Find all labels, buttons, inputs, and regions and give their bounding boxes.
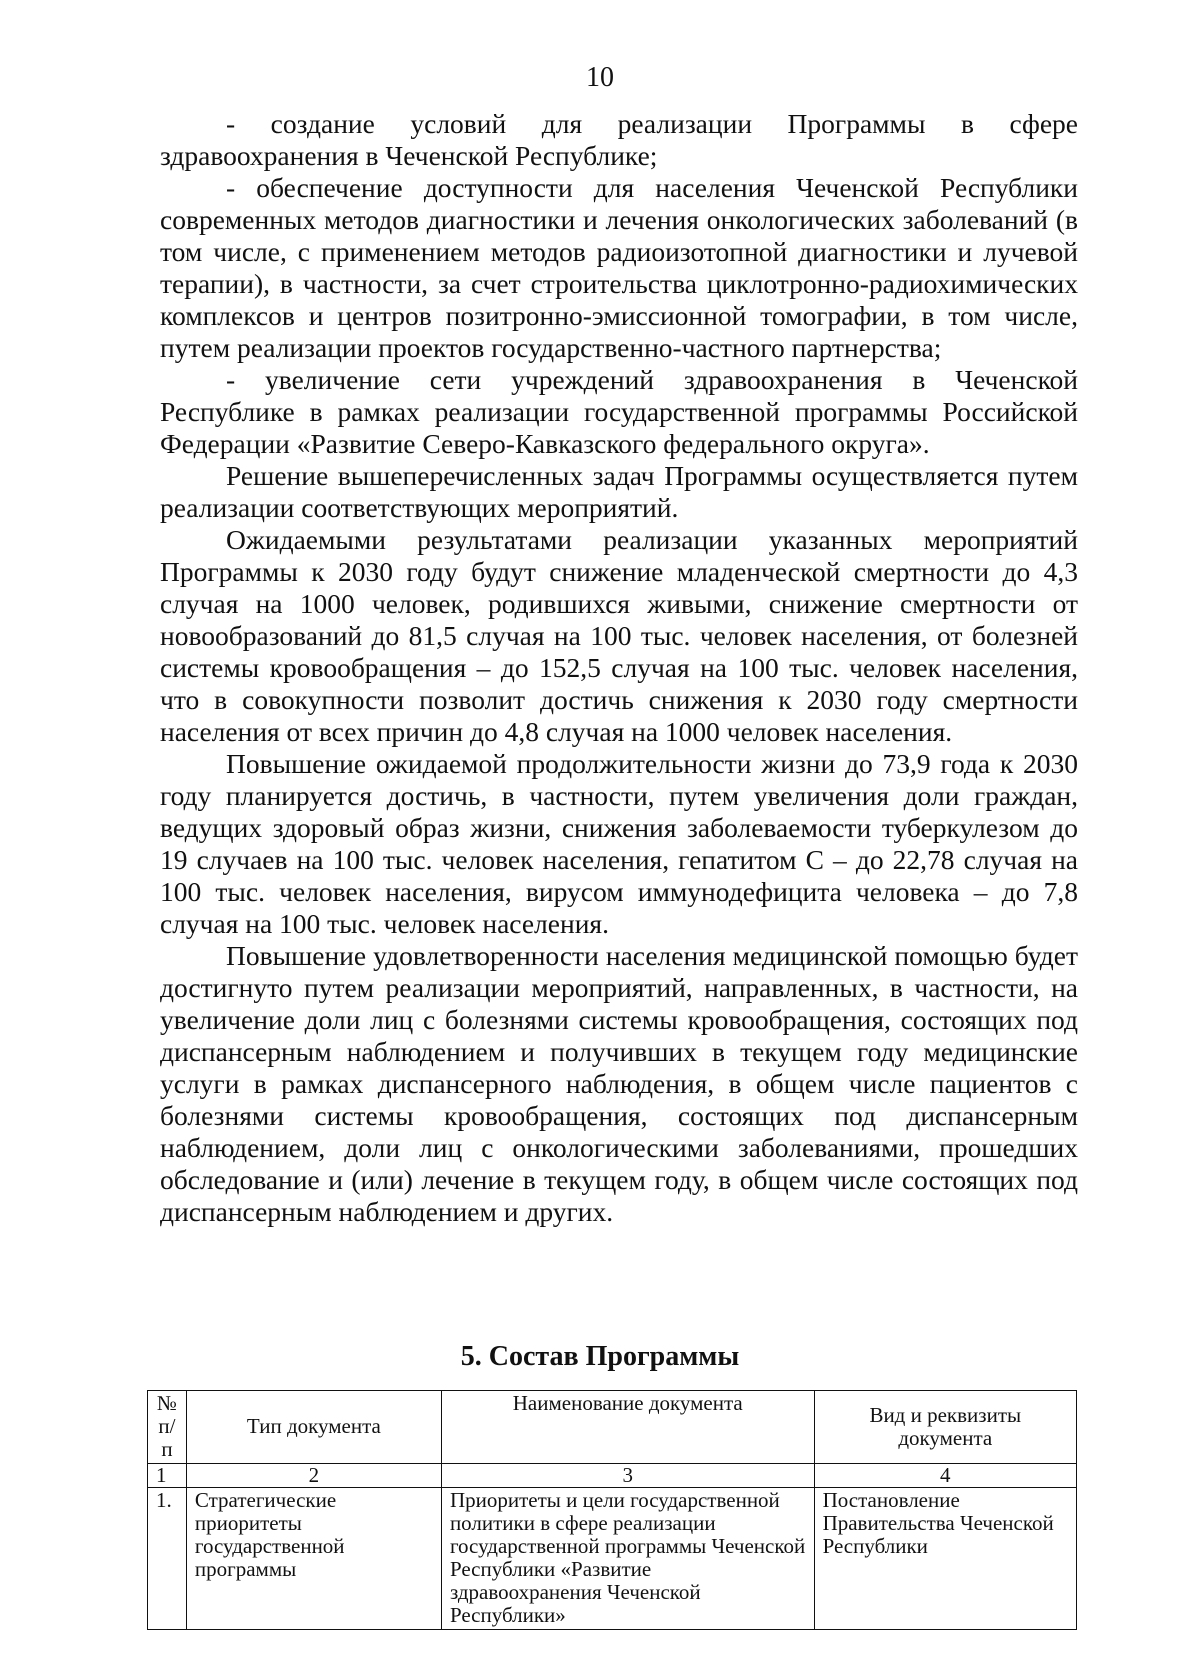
body-text bbox=[160, 108, 1078, 1228]
row-number: 1. bbox=[148, 1488, 187, 1630]
column-number-2: 2 bbox=[186, 1464, 441, 1488]
column-number-1: 1 bbox=[148, 1464, 187, 1488]
row-document-name: Приоритеты и цели государственной политики в сфере реализации государственной программы Чеченской Республики «Развитие здравоохранения Чеченской Республики» bbox=[441, 1488, 814, 1630]
page-number: 10 bbox=[586, 62, 614, 93]
section-title: 5. Состав Программы bbox=[460, 1341, 740, 1372]
paragraph-expected-results: Ожидаемыми результатами реализации указанных мероприятий Программы к 2030 году будут снижение младенческой смертности до 4,3 случая на 1000 человек, родившихся живыми, снижение смертности от новообразований до 81,5 случая на 100 тыс. человек населения, от болезней системы кровообращения – до 152,5 случая на 100 тыс. человек населения, что в совокупности позволит достичь снижения к 2030 году смертности населения от всех причин до 4,8 случая на 1000 человек населения. bbox=[160, 524, 1078, 747]
program-composition-table bbox=[147, 1390, 1077, 1630]
header-number bbox=[148, 1391, 187, 1464]
row-document-type: Стратегические приоритеты государственной программы bbox=[186, 1488, 441, 1630]
paragraph-satisfaction: Повышение удовлетворенности населения медицинской помощью будет достигнуто путем реализации мероприятий, направленных, в частности, на увеличение доли лиц с болезнями системы кровообращения, состоящих под диспансерным наблюдением и получивших в текущем году медицинские услуги в рамках диспансерного наблюдения, в общем числе пациентов с болезнями системы кровообращения, состоящих под диспансерным наблюдением, доли лиц с онкологическими заболеваниями, прошедших обследование и (или) лечение в текущем году, в общем числе состоящих под диспансерным наблюдением и других. bbox=[160, 940, 1078, 1227]
header-number-line2: п/п bbox=[158, 1414, 176, 1461]
column-number-4: 4 bbox=[814, 1464, 1076, 1488]
header-number-line1: № bbox=[156, 1391, 177, 1415]
header-document-name: Наименование документа bbox=[441, 1391, 814, 1464]
table-row bbox=[148, 1488, 1077, 1630]
paragraph-goal-oncology: - обеспечение доступности для населения Чеченской Республики современных методов диагностики и лечения онкологических заболеваний (в том числе, с применением методов радиоизотопной диагностики и лучевой терапии), в частности, за счет строительства циклотронно-радиохимических комплексов и центров позитронно-эмиссионной томографии, в том числе, путем реализации проектов государственно-частного партнерства; bbox=[160, 172, 1078, 363]
header-document-kind: Вид и реквизиты документа bbox=[814, 1391, 1076, 1464]
paragraph-solution: Решение вышеперечисленных задач Программы осуществляется путем реализации соответствующих мероприятий. bbox=[160, 460, 1078, 523]
paragraph-goal-network: - увеличение сети учреждений здравоохранения в Чеченской Республике в рамках реализации государственной программы Российской Федерации «Развитие Северо-Кавказского федерального округа». bbox=[160, 364, 1078, 459]
table-column-numbers-row bbox=[148, 1464, 1077, 1488]
paragraph-life-expectancy: Повышение ожидаемой продолжительности жизни до 73,9 года к 2030 году планируется достичь, в частности, путем увеличения доли граждан, ведущих здоровый образ жизни, снижения заболеваемости туберкулезом до 19 случаев на 100 тыс. человек населения, гепатитом С – до 22,78 случая на 100 тыс. человек населения, вирусом иммунодефицита человека – до 7,8 случая на 100 тыс. человек населения. bbox=[160, 748, 1078, 939]
column-number-3: 3 bbox=[441, 1464, 814, 1488]
row-document-kind: Постановление Правительства Чеченской Республики bbox=[814, 1488, 1076, 1630]
header-document-type: Тип документа bbox=[186, 1391, 441, 1464]
paragraph-goal-conditions: - создание условий для реализации Программы в сфере здравоохранения в Чеченской Республике; bbox=[160, 108, 1078, 171]
table-header-row bbox=[148, 1391, 1077, 1464]
